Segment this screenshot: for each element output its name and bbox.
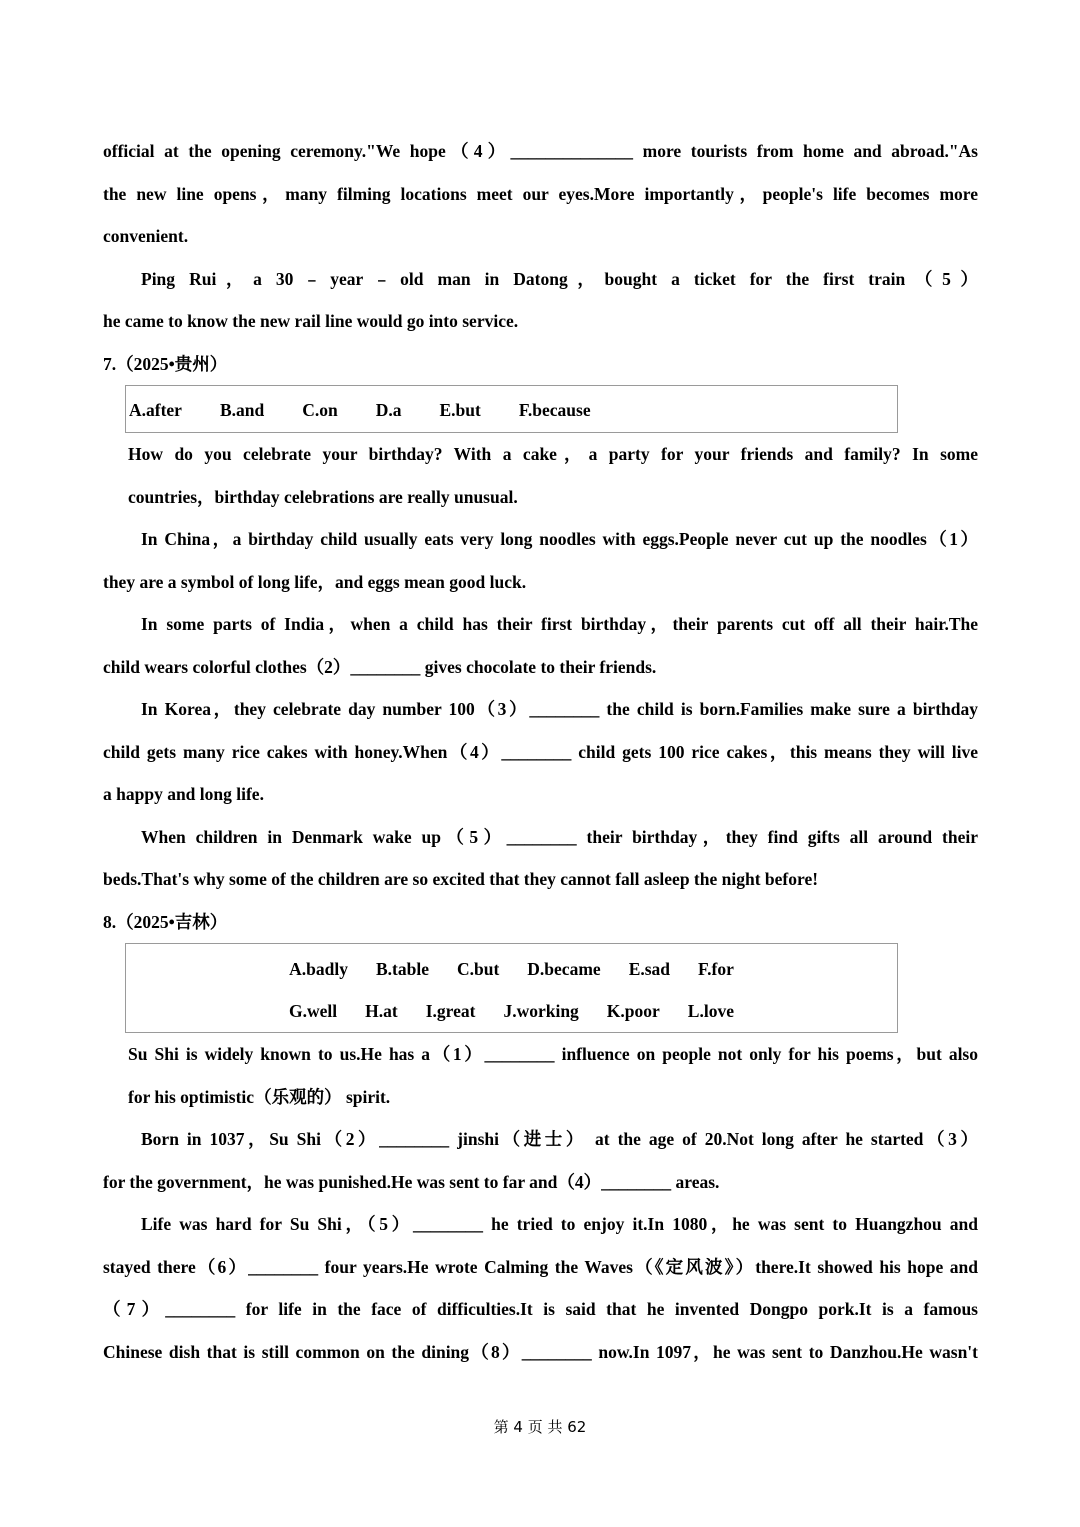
document-page	[103, 130, 978, 1373]
text-line: the new line opens，many filming locations meet our eyes.More importantly，people's life becomes more	[103, 183, 978, 204]
word-option: C.on	[302, 400, 338, 420]
word-option: F.for	[698, 959, 734, 979]
word-option: J.working	[503, 1001, 579, 1021]
text-line: stayed there（6）________ four years.He wrote Calming the Waves（《定风波》）there.It showed his hope and	[103, 1256, 978, 1277]
text-line: beds.That's why some of the children are so excited that they cannot fall asleep the night before!	[103, 869, 819, 889]
text-line: child wears colorful clothes（2）________ gives chocolate to their friends.	[103, 656, 657, 677]
word-option: G.well	[289, 1001, 338, 1021]
text-line: When children in Denmark wake up（5）________ their birthday，they find gifts all around their	[141, 826, 978, 847]
text-line: Su Shi is widely known to us.He has a（1）________ influence on people not only for his poems，but also	[128, 1044, 978, 1064]
text-line: official at the opening ceremony."We hope（4）______________ more tourists from home and abroad."As	[103, 141, 978, 161]
word-option: I.great	[425, 1001, 476, 1021]
text-line: Ping Rui，a 30﹣year﹣old man in Datong，bought a ticket for the first train（5）	[141, 268, 978, 289]
text-line: countries，birthday celebrations are really unusual.	[128, 486, 518, 507]
word-option: B.table	[375, 959, 429, 979]
page-footer: 第 4 页 共 62	[493, 1418, 587, 1436]
word-bank-row	[126, 948, 897, 990]
word-option: A.after	[129, 400, 182, 420]
text-line: for the government，he was punished.He was sent to far and（4）________ areas.	[103, 1171, 720, 1192]
word-option: E.sad	[628, 959, 671, 979]
text-line: a happy and long life.	[103, 784, 264, 804]
text-line: （7）________ for life in the face of difficulties.It is said that he invented Dongpo pork.It is a famous	[103, 1299, 978, 1319]
text-line: convenient.	[103, 226, 189, 246]
text-line: he came to know the new rail line would go into service.	[103, 311, 519, 331]
text-line: In Korea，they celebrate day number 100（3）________ the child is born.Families make sure a birthday	[141, 699, 978, 719]
question-7-header: 7.（2025•贵州）	[103, 353, 228, 374]
text-line: child gets many rice cakes with honey.When（4）________ child gets 100 rice cakes，this means they will live	[103, 741, 978, 762]
word-option: C.but	[456, 959, 500, 979]
text-line: for his optimistic（乐观的） spirit.	[128, 1086, 391, 1107]
text-line: In some parts of India，when a child has their first birthday，their parents cut off all their hair.The	[141, 614, 978, 634]
word-bank-box	[125, 943, 898, 1033]
text-line: Chinese dish that is still common on the dining（8）________ now.In 1097，he was sent to Danzhou.He wasn't	[103, 1341, 978, 1362]
text-line: they are a symbol of long life，and eggs mean good luck.	[103, 571, 527, 592]
word-option: E.but	[439, 400, 481, 420]
question-8-header: 8.（2025•吉林）	[103, 911, 228, 932]
word-bank-row	[126, 990, 897, 1032]
text-line: In China，a birthday child usually eats very long noodles with eggs.People never cut up the noodles（1）	[141, 529, 978, 549]
word-option: D.a	[375, 400, 402, 420]
text-line: Born in 1037，Su Shi（2）________ jinshi（进士） at the age of 20.Not long after he started（3）	[141, 1129, 978, 1149]
word-option: D.became	[527, 959, 601, 979]
word-bank-box	[125, 385, 898, 433]
word-option: K.poor	[606, 1001, 660, 1021]
text-line: How do you celebrate your birthday? With a cake，a party for your friends and family? In some	[128, 444, 978, 464]
text-line: Life was hard for Su Shi，（5）________ he tried to enjoy it.In 1080，he was sent to Huangzhou and	[141, 1214, 978, 1234]
word-option: F.because	[518, 400, 591, 420]
word-option: H.at	[365, 1001, 398, 1021]
word-option: A.badly	[289, 959, 348, 979]
word-option: L.love	[687, 1001, 734, 1021]
word-option: B.and	[219, 400, 265, 420]
